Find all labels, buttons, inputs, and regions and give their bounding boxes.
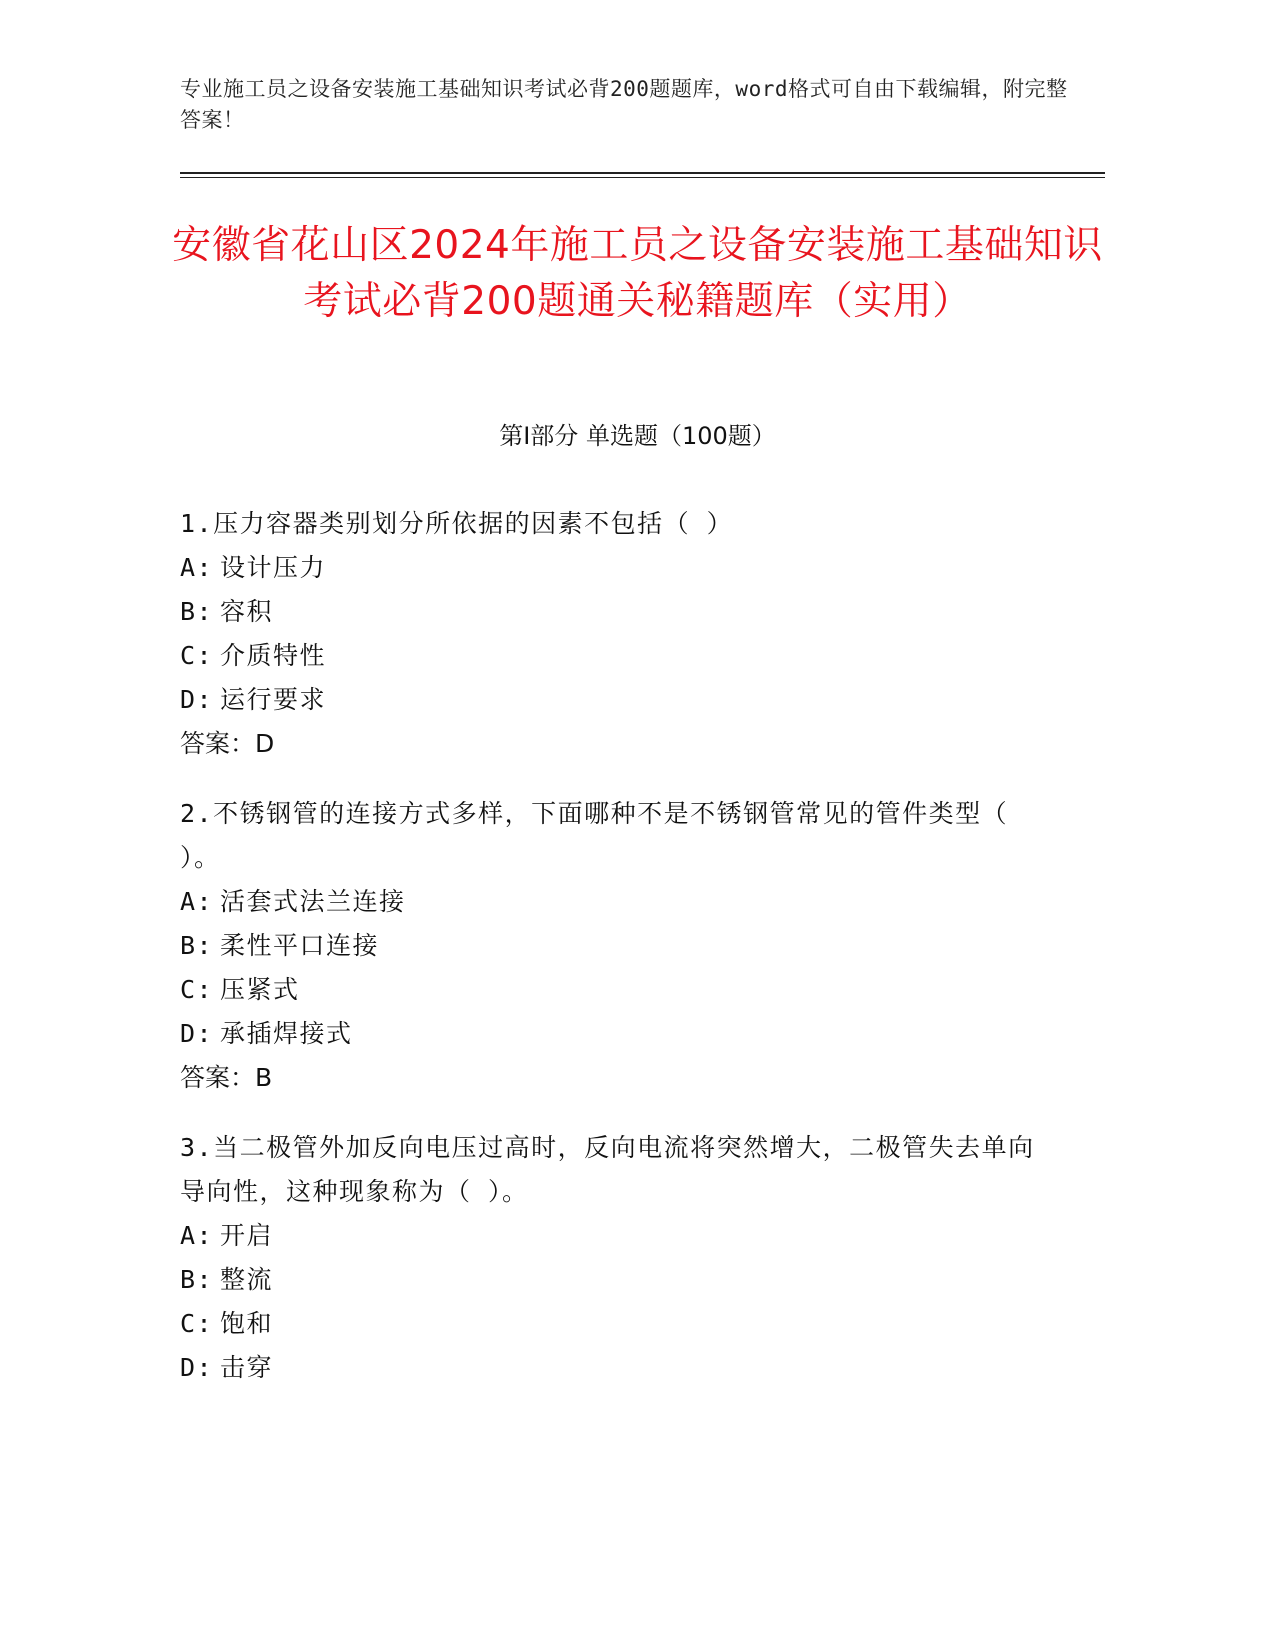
option-text: 开启 <box>220 1221 274 1250</box>
option-c <box>180 1302 1040 1346</box>
option-a <box>180 546 1040 590</box>
option-text: 设计压力 <box>220 553 327 582</box>
option-key: C: <box>180 975 214 1004</box>
option-key: B: <box>180 597 214 626</box>
option-key: C: <box>180 1309 214 1338</box>
option-text: 柔性平口连接 <box>220 931 380 960</box>
option-text: 击穿 <box>220 1353 274 1382</box>
option-a <box>180 880 1040 924</box>
option-c <box>180 968 1040 1012</box>
option-text: 饱和 <box>220 1309 274 1338</box>
question-2 <box>180 792 1040 1100</box>
header-divider-thick <box>180 172 1105 174</box>
section-title: 第I部分 单选题（100题） <box>499 422 776 450</box>
option-text: 整流 <box>220 1265 274 1294</box>
question-1 <box>180 502 1040 766</box>
option-key: C: <box>180 641 214 670</box>
option-key: A: <box>180 553 214 582</box>
option-b <box>180 924 1040 968</box>
option-text: 介质特性 <box>220 641 327 670</box>
header-note: 专业施工员之设备安装施工基础知识考试必背200题题库，word格式可自由下载编辑，附完整答案！ <box>180 77 1068 132</box>
option-text: 容积 <box>220 597 274 626</box>
option-d <box>180 678 1040 722</box>
option-c <box>180 634 1040 678</box>
question-stem: 3.当二极管外加反向电压过高时，反向电流将突然增大，二极管失去单向导向性，这种现象称为（ ）。 <box>180 1133 1035 1206</box>
option-text: 活套式法兰连接 <box>220 887 406 916</box>
document-title: 安徽省花山区2024年施工员之设备安装施工基础知识考试必背200题通关秘籍题库（实用） <box>172 223 1103 324</box>
question-stem: 2.不锈钢管的连接方式多样，下面哪种不是不锈钢管常见的管件类型（ ）。 <box>180 799 1009 872</box>
option-key: A: <box>180 887 214 916</box>
option-text: 运行要求 <box>220 685 327 714</box>
option-text: 压紧式 <box>220 975 300 1004</box>
option-key: D: <box>180 1019 214 1048</box>
option-key: B: <box>180 1265 214 1294</box>
option-d <box>180 1346 1040 1390</box>
option-key: D: <box>180 685 214 714</box>
header-divider-thin <box>180 177 1105 178</box>
option-a <box>180 1214 1040 1258</box>
question-list <box>180 502 1040 1416</box>
question-3 <box>180 1126 1040 1390</box>
option-key: B: <box>180 931 214 960</box>
option-b <box>180 1258 1040 1302</box>
answer-label: 答案：D <box>180 729 275 758</box>
question-stem: 1.压力容器类别划分所依据的因素不包括（ ） <box>180 509 734 538</box>
option-key: D: <box>180 1353 214 1382</box>
option-text: 承插焊接式 <box>220 1019 353 1048</box>
option-key: A: <box>180 1221 214 1250</box>
answer-label: 答案：B <box>180 1063 273 1092</box>
option-b <box>180 590 1040 634</box>
option-d <box>180 1012 1040 1056</box>
